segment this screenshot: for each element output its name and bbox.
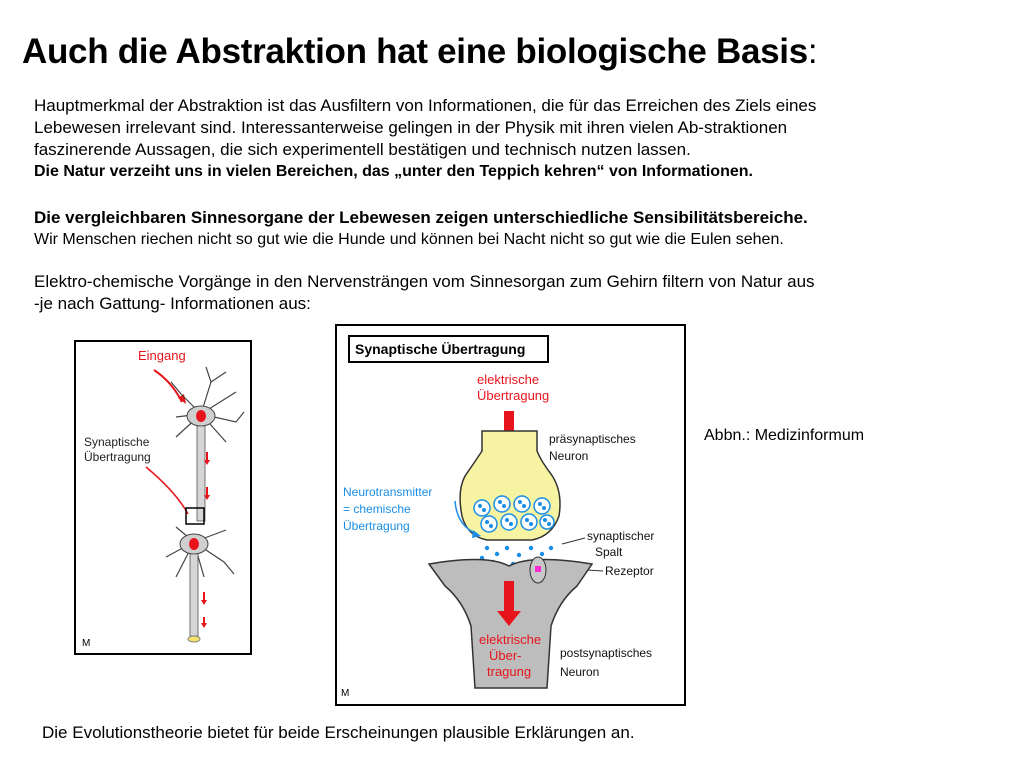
lower-neuron-nucleus xyxy=(189,538,199,550)
paragraph2-text: Wir Menschen riechen nicht so gut wie die Hunde und können bei Nacht nicht so gut wie die Eulen sehen. xyxy=(34,231,784,248)
label-elektrische-top: elektrische xyxy=(477,372,540,387)
lower-axon xyxy=(190,554,198,636)
neuron-chain-figure xyxy=(74,340,252,655)
label-post2: Neuron xyxy=(560,665,600,679)
paragraph1-line2: Lebewesen irrelevant sind. Interessanterweise gelingen in der Physik mit ihren vielen Ab-straktionen xyxy=(34,118,788,137)
figure-caption: Abbn.: Medizinformum xyxy=(704,427,865,444)
upper-neuron-nucleus xyxy=(196,410,206,422)
paragraph1-bold: Die Natur verzeiht uns in vielen Bereichen, das „unter den Teppich kehren“ von Informationen. xyxy=(34,163,753,180)
label-spalt1: synaptischer xyxy=(587,529,655,543)
upper-axon xyxy=(197,426,205,521)
label-uebertragung: Übertragung xyxy=(84,450,151,464)
label-praesyn2: Neuron xyxy=(549,449,589,463)
paragraph-abstraction xyxy=(34,95,1019,183)
label-spalt2: Spalt xyxy=(595,545,623,559)
synapse-svg xyxy=(337,326,684,704)
slide-title xyxy=(22,30,1012,74)
slide-title-text: Auch die Abstraktion hat eine biologische Basis xyxy=(22,32,808,71)
paragraph1-line3: faszinerende Aussagen, die sich experimentell bestätigen und technisch nutzen lassen. xyxy=(34,140,691,159)
label-elektrische-bottom: elektrische xyxy=(479,632,542,647)
label-praesyn1: präsynaptisches xyxy=(549,432,636,446)
paragraph3-line1: Elektro-chemische Vorgänge in den Nervensträngen vom Sinnesorgan zum Gehirn filtern von Natur aus xyxy=(34,272,815,291)
label-synaptische: Synaptische xyxy=(84,435,150,449)
paragraph-nerves xyxy=(34,271,1019,315)
receptor-binding xyxy=(535,566,541,572)
footer-text: Die Evolutionstheorie bietet für beide Erscheinungen plausible Erklärungen an. xyxy=(42,723,635,742)
synapse-header: Synaptische Übertragung xyxy=(355,341,526,357)
lower-signal-arrows xyxy=(201,592,207,628)
figure1-signature: M xyxy=(82,638,91,649)
paragraph3-line2: -je nach Gattung- Informationen aus: xyxy=(34,294,311,313)
paragraph1-line1: Hauptmerkmal der Abstraktion ist das Ausfiltern von Informationen, die für das Erreichen des Ziels eines xyxy=(34,96,817,115)
upper-neuron-dendrites xyxy=(171,367,244,442)
label-chemische: = chemische xyxy=(343,502,411,516)
label-uebertragung-chem: Übertragung xyxy=(343,519,410,533)
input-arrow xyxy=(154,370,182,402)
label-eingang: Eingang xyxy=(138,348,186,363)
label-neurotransmitter: Neurotransmitter xyxy=(343,485,433,499)
label-ueber-bottom: Über- xyxy=(489,648,522,663)
synapse-pointer xyxy=(146,467,188,514)
neuron-chain-svg xyxy=(76,342,250,653)
label-post1: postsynaptisches xyxy=(560,646,653,660)
slide-title-colon: : xyxy=(807,32,818,71)
synapse-figure xyxy=(335,324,686,706)
paragraph2-bold: Die vergleichbaren Sinnesorgane der Lebewesen zeigen unterschiedliche Sensibilitätsbereiche. xyxy=(34,208,808,227)
label-tragung-bottom: tragung xyxy=(487,664,532,679)
axon-terminal xyxy=(188,636,200,642)
paragraph-senses xyxy=(34,207,1019,251)
spalt-pointer xyxy=(562,538,585,544)
label-uebertragung-top: Übertragung xyxy=(477,388,550,403)
label-rezeptor: Rezeptor xyxy=(605,564,654,578)
bottom-arrow-shaft xyxy=(504,581,514,611)
figure2-signature: M xyxy=(341,688,350,699)
